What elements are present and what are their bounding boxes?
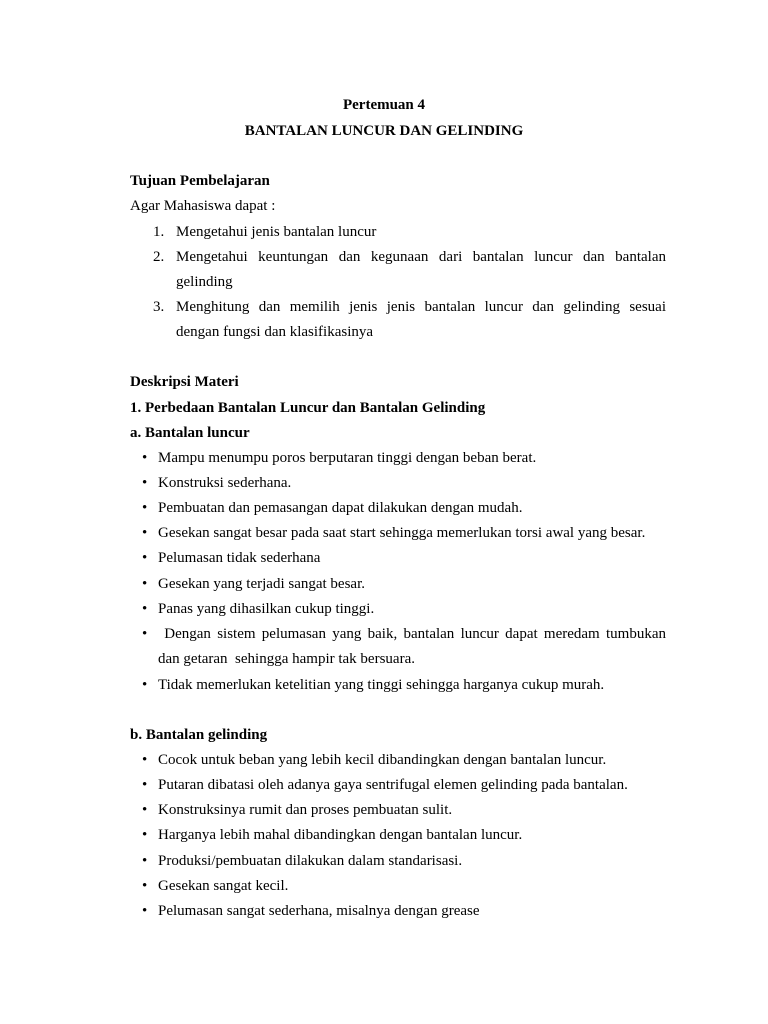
bullet-icon: • (142, 802, 148, 818)
list-item: Pelumasan tidak sederhana (158, 550, 321, 566)
list-item: Konstruksinya rumit dan proses pembuatan sulit. (158, 802, 453, 818)
bullet-icon: • (142, 777, 148, 793)
list-item: Gesekan sangat besar pada saat start sehingga memerlukan torsi awal yang besar. (158, 525, 646, 541)
objective-item: Menghitung dan memilih jenis jenis bantalan luncur dan gelinding sesuai (176, 299, 666, 315)
objective-item-continuation: gelinding (176, 274, 233, 290)
document-title: BANTALAN LUNCUR DAN GELINDING (244, 123, 524, 139)
bullet-icon: • (142, 500, 148, 516)
objective-item-continuation: dengan fungsi dan klasifikasinya (176, 324, 374, 340)
objective-number: 2. (153, 249, 165, 265)
bullet-icon: • (142, 450, 148, 466)
list-item: Pembuatan dan pemasangan dapat dilakukan dengan mudah. (158, 500, 523, 516)
bullet-icon: • (142, 853, 148, 869)
list-item: Dengan sistem pelumasan yang baik, bantalan luncur dapat meredam tumbukan (158, 626, 666, 642)
list-item: Panas yang dihasilkan cukup tinggi. (158, 601, 375, 617)
objective-number: 3. (153, 299, 165, 315)
list-item: Pelumasan sangat sederhana, misalnya dengan grease (158, 903, 480, 919)
bullet-icon: • (142, 576, 148, 592)
list-item: Gesekan sangat kecil. (158, 878, 289, 894)
bullet-icon: • (142, 550, 148, 566)
objectives-intro: Agar Mahasiswa dapat : (130, 198, 276, 214)
bullet-icon: • (142, 601, 148, 617)
list-item: Konstruksi sederhana. (158, 475, 292, 491)
objective-item: Mengetahui keuntungan dan kegunaan dari bantalan luncur dan bantalan (176, 249, 666, 265)
bullet-icon: • (142, 525, 148, 541)
bullet-icon: • (142, 475, 148, 491)
list-item-continuation: dan getaran sehingga hampir tak bersuara. (158, 651, 415, 667)
list-item: Putaran dibatasi oleh adanya gaya sentrifugal elemen gelinding pada bantalan. (158, 777, 628, 793)
bullet-icon: • (142, 752, 148, 768)
objective-number: 1. (153, 224, 165, 240)
section-heading: 1. Perbedaan Bantalan Luncur dan Bantalan Gelinding (130, 400, 486, 416)
meeting-label: Pertemuan 4 (342, 97, 426, 113)
material-heading: Deskripsi Materi (130, 374, 239, 390)
subsection-heading-a: a. Bantalan luncur (130, 425, 250, 441)
bullet-icon: • (142, 878, 148, 894)
objective-item: Mengetahui jenis bantalan luncur (176, 224, 377, 240)
objectives-heading: Tujuan Pembelajaran (130, 173, 270, 189)
list-item: Produksi/pembuatan dilakukan dalam standarisasi. (158, 853, 463, 869)
bullet-icon: • (142, 903, 148, 919)
bullet-icon: • (142, 677, 148, 693)
bullet-icon: • (142, 626, 148, 642)
bullet-icon: • (142, 827, 148, 843)
list-item: Tidak memerlukan ketelitian yang tinggi sehingga harganya cukup murah. (158, 677, 605, 693)
list-item: Gesekan yang terjadi sangat besar. (158, 576, 366, 592)
list-item: Harganya lebih mahal dibandingkan dengan bantalan luncur. (158, 827, 523, 843)
list-item: Mampu menumpu poros berputaran tinggi dengan beban berat. (158, 450, 537, 466)
list-item: Cocok untuk beban yang lebih kecil dibandingkan dengan bantalan luncur. (158, 752, 607, 768)
subsection-heading-b: b. Bantalan gelinding (130, 727, 268, 743)
